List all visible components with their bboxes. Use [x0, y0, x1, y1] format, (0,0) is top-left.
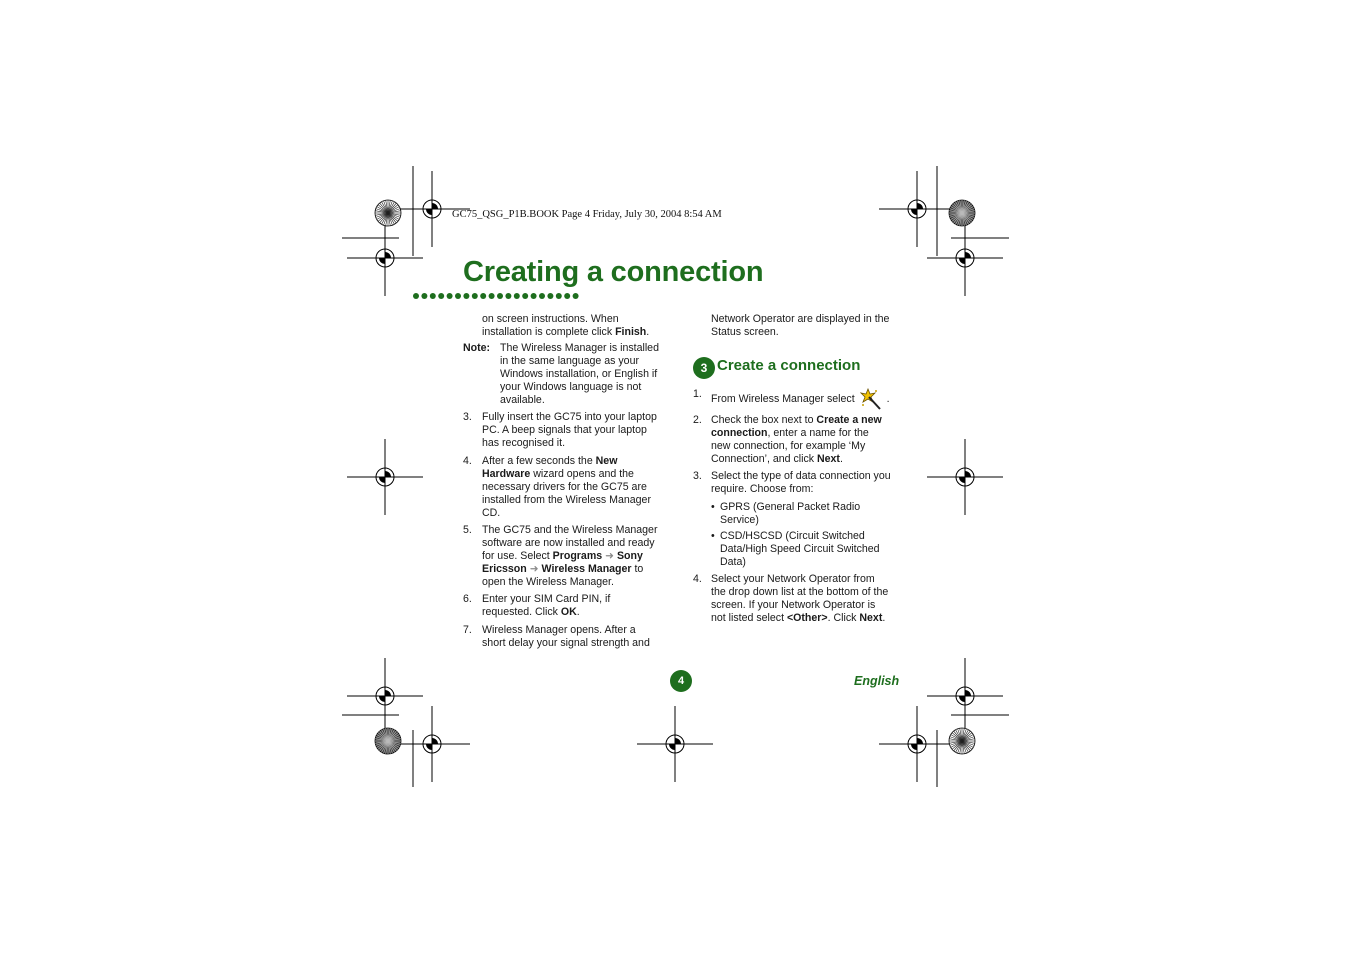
intro-line-2: installation is complete click Finish.	[482, 326, 650, 338]
bullet-icon: •	[711, 501, 715, 513]
section-title: Create a connection	[717, 357, 861, 374]
wizard-wand-icon	[860, 388, 882, 410]
bullet-icon: •	[711, 530, 715, 542]
page-number-badge: 4	[670, 670, 692, 692]
section-number-badge: 3	[693, 357, 715, 379]
language-label: English	[854, 674, 900, 688]
arrow-icon: ➜	[529, 563, 539, 575]
page-title: Creating a connection	[463, 256, 764, 288]
dotted-rule	[412, 292, 584, 300]
arrow-icon: ➜	[605, 550, 614, 562]
print-header: GC75_QSG_P1B.BOOK Page 4 Friday, July 30, 2004 8:54 AM	[452, 209, 722, 220]
continued-text: Network Operator are displayed in the Status screen.	[711, 313, 890, 338]
intro-line-1: on screen instructions. When	[482, 313, 619, 325]
note-text: The Wireless Manager is installed in the same language as your Windows installation, or English if your Windows language is not available.	[500, 342, 659, 406]
note-label: Note:	[463, 342, 491, 354]
